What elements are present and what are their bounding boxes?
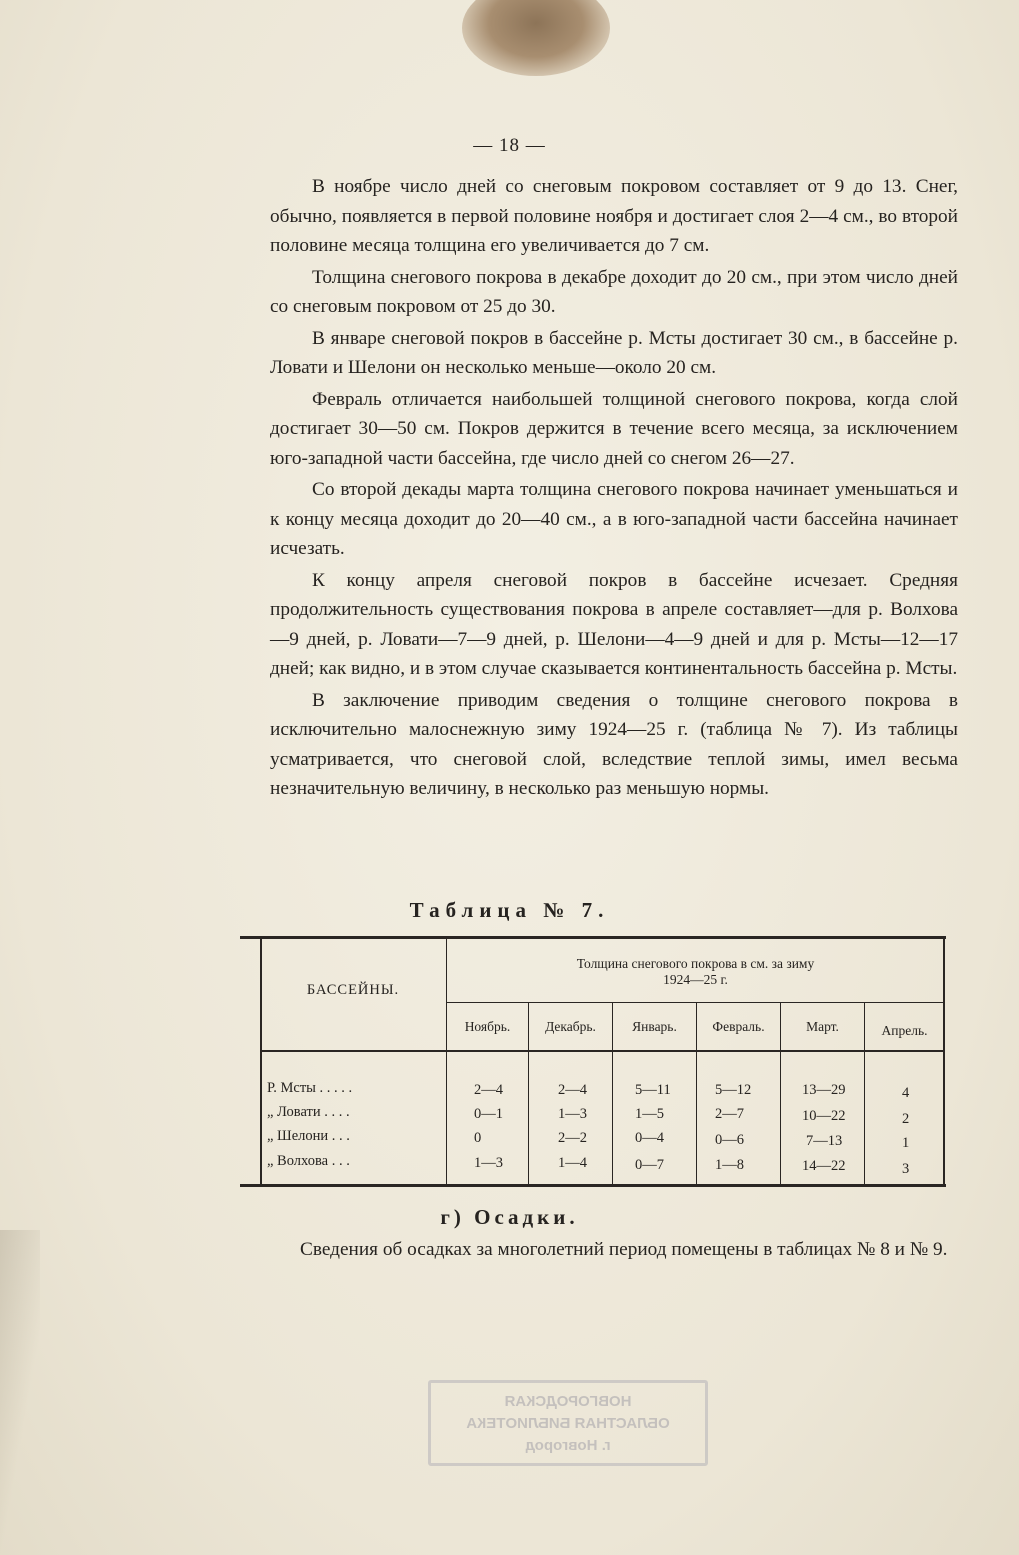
paragraph: Толщина снегового покрова в декабре доходит до 20 см., при этом число дней со снеговым покровом от 25 до 30. [270,266,958,317]
table-title: Таблица № 7. [409,898,610,922]
table-cell: 0—4 [635,1130,664,1146]
table-cell: 2—2 [558,1130,587,1146]
table-cell: 4 [902,1085,910,1101]
paragraph: В заключение приводим сведения о толщине снегового покрова в исключительно малоснежную зиму 1924—25 г. (таблица № 7). Из таблицы усматривается, что снеговой слой, вследствие теплой зимы, имел весьма незначительную величину, в несколько раз меньшую нормы. [270,689,958,799]
month-header-jan: Январь. [632,1019,677,1034]
table-cell: 0—7 [635,1157,664,1173]
library-stamp: НОВГОРОДСКАЯ ОБЛАСТНАЯ БИБЛИОТЕКА г. Новгород [428,1380,708,1466]
group-header-line2: 1924—25 г. [663,972,728,987]
paragraph: Сведения об осадках за многолетний период помещены в таблицах № 8 и № 9. [300,1239,948,1260]
paragraph: Февраль отличается наибольшей толщиной снегового покрова, когда слой достигает 30—50 см. Покров держится в течение всего месяца, за исключением юго-западной части бассейна, где число дней со снегом 26—27. [270,388,958,469]
table-cell: 14—22 [802,1158,846,1174]
paragraph: В ноябре число дней со снеговым покровом составляет от 9 до 13. Снег, обычно, появляется в первой половине ноября и достигает слоя 2—4 см., во второй половине месяца толщина его увеличивается до 7 см. [270,176,958,256]
group-header [447,956,944,988]
table-cell: 1—3 [558,1106,587,1122]
month-header-feb: Февраль. [712,1019,765,1034]
table-bottom-rule [240,1184,946,1187]
table-left-rule [260,936,262,1187]
group-header-line1: Толщина снегового покрова в см. за зиму [576,956,815,971]
table-cell: 2—7 [715,1106,744,1122]
table-cell: 13—29 [802,1082,846,1098]
month-header-nov: Ноябрь. [464,1019,511,1034]
table-cell: 1—4 [558,1155,587,1171]
table-cell: 1 [902,1135,910,1151]
table-row-basin: „ Ловати . . . . [267,1104,350,1120]
closing-text [270,1235,958,1265]
table-cell: 5—11 [635,1082,671,1098]
table-row-basin: „ Шелони . . . [267,1128,350,1144]
month-header-mar: Март. [806,1019,839,1034]
snow-cover-table [240,936,946,1188]
table-cell: 5—12 [715,1082,752,1098]
table-cell: 1—8 [715,1157,744,1173]
paragraph: В январе снеговой покров в бассейне р. Мсты достигает 30 см., в бассейне р. Ловати и Шелони он несколько меньше—около 20 см. [270,327,958,378]
paper-stain [462,0,610,76]
table-cell: 0 [474,1130,482,1146]
table-cell: 0—6 [715,1132,744,1148]
body-text [270,172,958,806]
table-cell: 2—4 [558,1082,587,1098]
table-cell: 2 [902,1111,910,1127]
page-number: — 18 — [473,135,546,156]
table-row-basin: „ Волхова . . . [267,1153,350,1169]
paragraph: К концу апреля снеговой покров в бассейне исчезает. Средняя продолжительность существования покрова в апреле составляет—для р. Волхова—9 дней, р. Ловати—7—9 дней, р. Шелони—4—9 дней и для р. Мсты—12—17 дней; как видно, и в этом случае сказывается континентальность бассейна р. Мсты. [270,569,958,679]
table-cell: 0—1 [474,1106,503,1122]
paragraph: Со второй декады марта толщина снегового покрова начинает уменьшаться и к концу месяца доходит до 20—40 см., а в юго-западной части бассейна начинает исчезать. [270,479,958,559]
section-title: г) Осадки. [440,1205,579,1229]
table-cell: 7—13 [806,1133,843,1149]
table-row-basin: Р. Мсты . . . . . [267,1080,353,1096]
month-header-dec: Декабрь. [545,1019,596,1034]
table-cell: 2—4 [474,1082,503,1098]
month-header-apr: Апрель. [881,1023,928,1038]
col-header-basins: БАССЕЙНЫ. [306,982,400,998]
table-cell: 10—22 [802,1108,846,1124]
table-top-rule [240,936,946,939]
page-edge-shadow [0,1230,40,1555]
table-cell: 1—3 [474,1155,503,1171]
table-cell: 1—5 [635,1106,664,1122]
table-header-rule [260,1050,944,1052]
table-cell: 3 [902,1161,910,1177]
